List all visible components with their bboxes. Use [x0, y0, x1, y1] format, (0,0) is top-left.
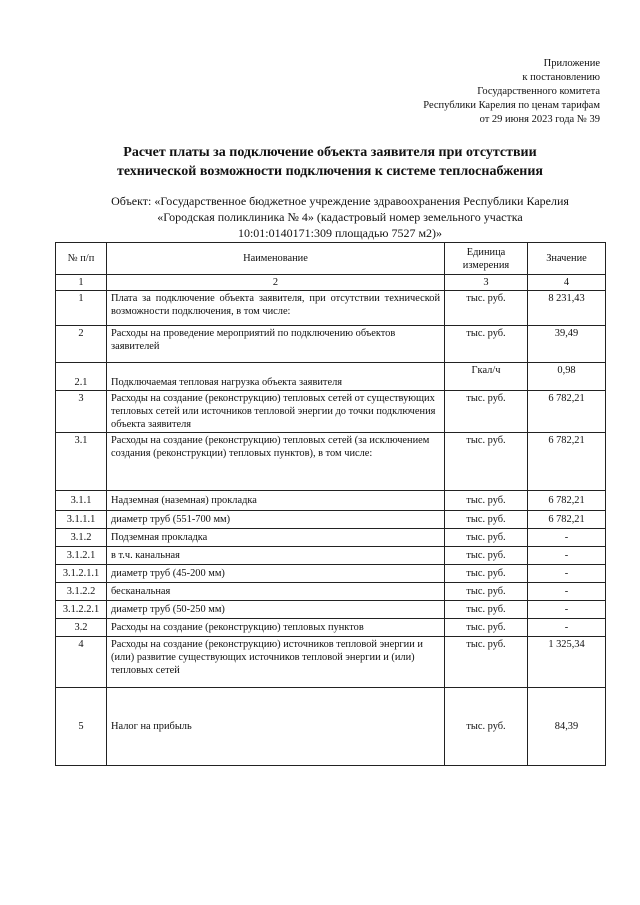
row-value: - [528, 619, 606, 637]
table-row [56, 511, 606, 529]
index-cell: 4 [528, 275, 606, 291]
row-unit: тыс. руб. [445, 433, 528, 491]
object-description [60, 193, 620, 241]
row-unit: тыс. руб. [445, 511, 528, 529]
table-header-row [56, 243, 606, 275]
row-value: - [528, 547, 606, 565]
row-num: 2 [56, 326, 107, 363]
row-value: 39,49 [528, 326, 606, 363]
row-value: 1 325,34 [528, 637, 606, 688]
header-unit: Единица измерения [445, 243, 528, 275]
object-line: 10:01:0140171:309 площадью 7527 м2)» [237, 226, 443, 240]
row-name: бесканальная [107, 583, 445, 601]
title-line: технической возможности подключения к системе теплоснабжения [116, 164, 544, 179]
row-unit: тыс. руб. [445, 529, 528, 547]
row-num: 4 [56, 637, 107, 688]
row-name: диаметр труб (50-250 мм) [107, 601, 445, 619]
table-row [56, 491, 606, 511]
header-value: Значение [528, 243, 606, 275]
row-unit: тыс. руб. [445, 637, 528, 688]
table-index-row [56, 275, 606, 291]
row-name: Плата за подключение объекта заявителя, при отсутствии технической возможности подключения, в том числе: [107, 291, 445, 326]
row-unit: тыс. руб. [445, 326, 528, 363]
table-row [56, 583, 606, 601]
row-value: - [528, 583, 606, 601]
row-value: 0,98 [528, 363, 606, 391]
header-name: Наименование [107, 243, 445, 275]
document-title [60, 143, 600, 181]
row-name: Расходы на создание (реконструкцию) тепловых сетей от существующих тепловых сетей или источников тепловой энергии до точки подключения объекта заявителя [107, 391, 445, 433]
row-name: Подземная прокладка [107, 529, 445, 547]
row-value: 6 782,21 [528, 491, 606, 511]
row-unit: тыс. руб. [445, 601, 528, 619]
index-cell: 2 [107, 275, 445, 291]
row-value: 6 782,21 [528, 391, 606, 433]
table-row [56, 529, 606, 547]
table-row [56, 326, 606, 363]
row-name: Надземная (наземная) прокладка [107, 491, 445, 511]
row-name: Налог на прибыль [107, 688, 445, 766]
row-name: Расходы на создание (реконструкцию) тепловых сетей (за исключением создания (реконструкции) тепловых пунктов), в том числе: [107, 433, 445, 491]
row-name: Подключаемая тепловая нагрузка объекта заявителя [107, 363, 445, 391]
row-unit: тыс. руб. [445, 583, 528, 601]
row-name: диаметр труб (551-700 мм) [107, 511, 445, 529]
table-row [56, 565, 606, 583]
index-cell: 1 [56, 275, 107, 291]
appendix-line: Приложение [543, 58, 600, 69]
table-row [56, 637, 606, 688]
appendix-line: от 29 июня 2023 года № 39 [479, 114, 600, 125]
row-unit: Гкал/ч [445, 363, 528, 391]
row-num: 3.1 [56, 433, 107, 491]
row-num: 3.1.2.1.1 [56, 565, 107, 583]
appendix-line: к постановлению [522, 72, 600, 83]
table-row [56, 291, 606, 326]
title-line: Расчет платы за подключение объекта заявителя при отсутствии [123, 145, 537, 160]
row-num: 3.1.1 [56, 491, 107, 511]
table-row [56, 619, 606, 637]
table-row [56, 688, 606, 766]
table-row [56, 601, 606, 619]
header-num: № п/п [56, 243, 107, 275]
row-unit: тыс. руб. [445, 391, 528, 433]
row-num: 3.1.1.1 [56, 511, 107, 529]
table-row [56, 433, 606, 491]
row-num: 3.1.2.2 [56, 583, 107, 601]
row-name: Расходы на создание (реконструкцию) источников тепловой энергии и (или) развитие существующих источников тепловой энергии и (или) тепловых сетей [107, 637, 445, 688]
index-cell: 3 [445, 275, 528, 291]
row-value: 84,39 [528, 688, 606, 766]
row-num: 3 [56, 391, 107, 433]
object-line: Объект: «Государственное бюджетное учреждение здравоохранения Республики Карелия [111, 194, 569, 208]
row-num: 3.1.2.2.1 [56, 601, 107, 619]
row-num: 2.1 [56, 363, 107, 391]
row-unit: тыс. руб. [445, 547, 528, 565]
object-line: «Городская поликлиника № 4» (кадастровый номер земельного участка [157, 210, 523, 224]
row-value: 6 782,21 [528, 511, 606, 529]
row-unit: тыс. руб. [445, 565, 528, 583]
row-name: Расходы на создание (реконструкцию) тепловых пунктов [107, 619, 445, 637]
row-value: - [528, 565, 606, 583]
row-unit: тыс. руб. [445, 491, 528, 511]
row-value: - [528, 529, 606, 547]
row-value: 8 231,43 [528, 291, 606, 326]
row-name: Расходы на проведение мероприятий по подключению объектов заявителей [107, 326, 445, 363]
row-num: 3.2 [56, 619, 107, 637]
table-row [56, 547, 606, 565]
calculation-table [55, 242, 606, 766]
row-num: 3.1.2 [56, 529, 107, 547]
row-unit: тыс. руб. [445, 291, 528, 326]
row-name: в т.ч. канальная [107, 547, 445, 565]
row-num: 5 [56, 688, 107, 766]
table-row [56, 391, 606, 433]
appendix-block [423, 57, 600, 127]
row-num: 1 [56, 291, 107, 326]
row-unit: тыс. руб. [445, 688, 528, 766]
row-value: - [528, 601, 606, 619]
row-num: 3.1.2.1 [56, 547, 107, 565]
appendix-line: Республики Карелия по ценам тарифам [423, 100, 600, 111]
row-value: 6 782,21 [528, 433, 606, 491]
table-row [56, 363, 606, 391]
row-name: диаметр труб (45-200 мм) [107, 565, 445, 583]
row-unit: тыс. руб. [445, 619, 528, 637]
appendix-line: Государственного комитета [477, 86, 600, 97]
